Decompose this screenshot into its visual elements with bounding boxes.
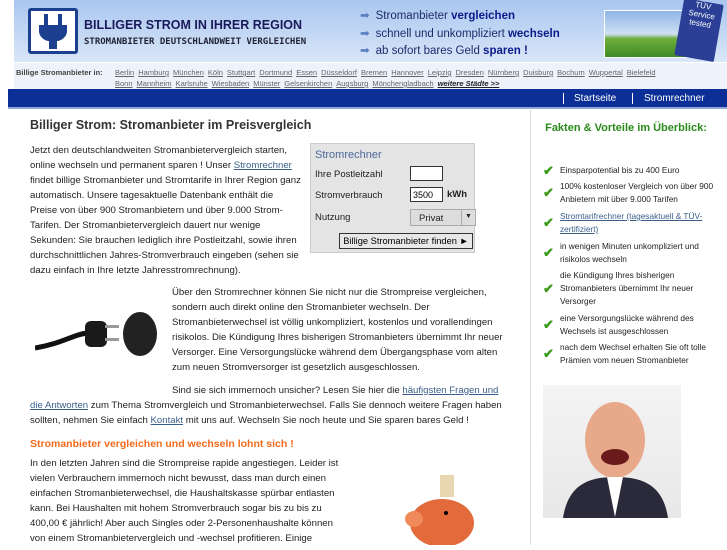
fact-item: ✔ eine Versorgungslücke während des Wechsels ist ausgeschlossen [543, 313, 694, 336]
fact-item: ✔ in wenigen Minuten unkompliziert und risikolos wechseln [543, 241, 699, 264]
stromrechner-form [310, 143, 475, 253]
intro-paragraph: Jetzt den deutschlandweiten Stromanbietervergleich starten, online wechseln und permanent sparen ! Unser Stromrechner findet billige Stromanbieter und Stromtarife in Ihrer Region ganz automatisch. Unsere tagesaktuelle Datenbank enthält die Preise von über 900 Stromanbietern und über 9.000 Strom-Tarifen. Der Stromanbietervergleich dauert nur wenige Sekunden: Sie brauchen lediglich ihre Postleitzahl, sowie ihren durchschnittlichen Jahres-Stromverbrauch eingeben (sehen sie dazu einfach in Ihre letzte Jahresstromrechnung). [30, 145, 301, 276]
city-links [14, 63, 727, 89]
arrow-right-icon: ➡ [360, 45, 370, 57]
kontakt-link[interactable]: Kontakt [150, 415, 184, 426]
city-link[interactable]: Bremen [360, 68, 388, 77]
header [14, 0, 727, 62]
stromtarifrechner-link[interactable]: Stromtarifrechner (tagesaktuell & TÜV-zertifiziert) [560, 211, 703, 234]
fact-item: ✔ die Kündigung Ihres bisherigen Stromanbieters übernimmt Ihr neuer Versorger [543, 270, 694, 306]
city-link[interactable]: Nürnberg [487, 68, 520, 77]
cities-label: Billige Stromanbieter in: [16, 68, 103, 77]
happy-man-photo [543, 385, 681, 518]
city-link[interactable]: Dortmund [259, 68, 293, 77]
calc-title: Stromrechner [315, 149, 382, 161]
usage-label: Stromverbrauch [315, 190, 383, 201]
city-link[interactable]: Mönchengladbach [372, 79, 434, 88]
nav-startseite[interactable]: Startseite [563, 93, 616, 104]
plug-logo-icon[interactable] [28, 8, 78, 54]
city-link[interactable]: Berlin [115, 68, 135, 77]
checkmark-icon: ✔ [543, 245, 554, 260]
chevron-down-icon: ▼ [461, 210, 475, 225]
fact-item [543, 210, 718, 236]
city-link[interactable]: München [173, 68, 204, 77]
piggy-bank-image [400, 475, 475, 545]
unit-label: kWh [447, 189, 468, 200]
city-link[interactable]: Duisburg [523, 68, 554, 77]
city-link[interactable]: Bochum [557, 68, 585, 77]
slogan: ➡ schnell und unkompliziert wechseln [360, 28, 560, 40]
city-link[interactable]: Augsburg [336, 79, 369, 88]
city-link[interactable]: Mannheim [136, 79, 172, 88]
arrow-right-icon: ➡ [360, 10, 370, 22]
type-select[interactable]: Privat ▼ [410, 209, 476, 226]
checkmark-icon: ✔ [543, 162, 554, 178]
checkmark-icon: ✔ [543, 346, 554, 361]
checkmark-icon: ✔ [543, 185, 554, 200]
tuv-badge: TÜV Service tested [674, 0, 723, 62]
fact-item: ✔ nach dem Wechsel erhalten Sie oft tolle Prämien vom neuen Stromanbieter [543, 342, 707, 365]
checkmark-icon: ✔ [543, 215, 554, 230]
city-link[interactable]: Wuppertal [588, 68, 623, 77]
city-link[interactable]: Leipzig [427, 68, 452, 77]
checkmark-icon: ✔ [543, 280, 554, 296]
page-title: Billiger Strom: Stromanbieter im Preisvergleich [30, 118, 312, 132]
city-link[interactable]: Dresden [455, 68, 484, 77]
fact-item: ✔ Einsparpotential bis zu 400 Euro [543, 162, 680, 178]
city-link[interactable]: Essen [296, 68, 318, 77]
city-link[interactable]: Düsseldorf [321, 68, 357, 77]
sidebar [530, 110, 720, 545]
city-link[interactable]: Hannover [391, 68, 424, 77]
paragraph-faq: Sind sie sich immernoch unsicher? Lesen Sie hier die häufigsten Fragen und die Antworten zum Thema Stromvergleich und Stromanbieterwechsel. Falls Sie dennoch weitere Fragen haben sollten, nehmen Sie einfach Kontakt mit uns auf. Wechseln Sie noch heute und Sie sparen bares Geld ! [30, 385, 502, 426]
plz-label: Ihre Postleitzahl [315, 169, 383, 180]
city-link[interactable]: Bielefeld [626, 68, 656, 77]
usage-input[interactable] [410, 187, 443, 202]
power-plug-image [35, 293, 160, 375]
site-subtitle: STROMANBIETER DEUTSCHLANDWEIT VERGLEICHEN [84, 37, 307, 47]
arrow-right-icon: ➡ [360, 28, 370, 40]
city-link[interactable]: Münster [253, 79, 281, 88]
city-link[interactable]: Wiesbaden [211, 79, 250, 88]
plz-input[interactable] [410, 166, 443, 181]
city-link[interactable]: Stuttgart [226, 68, 256, 77]
slogan: ➡ Stromanbieter vergleichen [360, 10, 515, 22]
city-link[interactable]: Köln [207, 68, 223, 77]
city-link[interactable]: Bonn [115, 79, 133, 88]
paragraph-savings: In den letzten Jahren sind die Strompreise rapide angestiegen. Leider ist vielen Verbrauchern immernoch nicht bewusst, dass man durch einen einfachen Stromanbieterwechsel, die Haushaltskasse spürbar entlasten kann. Bei Haushalten mit hohem Stromverbrauch sogar bis zu bis zu 400,00 € jährlich! Aber auch Singles oder 2-Personenhaushalte können von einem Stromanbietervergleich und -wechsel profitieren. Einige [30, 458, 339, 544]
slogan: ➡ ab sofort bares Geld sparen ! [360, 45, 528, 57]
stromrechner-link[interactable]: Stromrechner [233, 160, 292, 171]
more-cities-link[interactable]: weitere Städte >> [437, 79, 500, 88]
type-label: Nutzung [315, 212, 351, 223]
city-link[interactable]: Hamburg [138, 68, 170, 77]
site-title: BILLIGER STROM IN IHRER REGION [84, 18, 303, 32]
city-link[interactable]: Karlsruhe [175, 79, 208, 88]
city-link[interactable]: Gelsenkirchen [284, 79, 333, 88]
sidebar-title: Fakten & Vorteile im Überblick: [545, 122, 707, 134]
paragraph-switch: Über den Stromrechner können Sie nicht nur die Strompreise vergleichen, sondern auch direkt online den Stromanbieter wechseln. Der Stromanbieterwechsel ist völlig unkompliziert, kostenlos und vorallendingen risikolos. Die Kündigung Ihres bisherigen Stromanbieters übernimmt Ihr neuer Versorger. Eine Versorgungslücke während dem Übergangsphase vom alten zum neuen Stromversorger ist gesetzlich ausgeschlossen. [172, 287, 503, 373]
faq-link[interactable]: häufigsten Fragen und die Antworten [30, 385, 499, 411]
nav-bar [8, 89, 727, 109]
nav-stromrechner[interactable]: Stromrechner [632, 93, 705, 104]
fact-item: ✔ 100% kostenloser Vergleich von über 900 Anbietern mit über 9.000 Tarifen [543, 181, 714, 204]
find-button[interactable]: Billige Stromanbieter finden ► [339, 233, 473, 249]
section-heading: Stromanbieter vergleichen und wechseln lohnt sich ! [30, 438, 294, 450]
checkmark-icon: ✔ [543, 317, 554, 332]
